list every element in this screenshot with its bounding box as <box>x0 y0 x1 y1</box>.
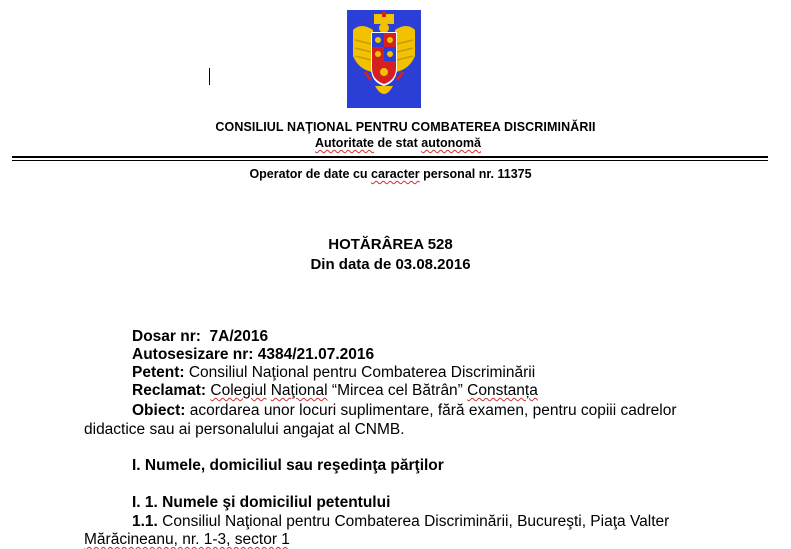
autosesizare-value: 4384/21.07.2016 <box>253 346 375 363</box>
petent-line <box>132 364 535 382</box>
dosar-value: 7A/2016 <box>200 328 269 345</box>
obiect-continuation: didactice sau ai personalului angajat al CNMB. <box>84 421 405 438</box>
operator-part3: personal nr. 11375 <box>419 167 532 181</box>
petent-label: Petent: <box>132 364 185 381</box>
text-cursor <box>209 68 210 85</box>
operator-part1: Operator de date cu <box>249 167 372 181</box>
item-number: 1.1. <box>132 513 158 530</box>
section-heading: I. Numele, domiciliul sau reşedinţa părţilor <box>132 457 444 474</box>
petent-value: Consiliul Naţional pentru Combaterea Discriminării <box>184 364 536 381</box>
reclamat-value-d: Naţional <box>270 382 328 399</box>
item-text-line1: Consiliul Naţional pentru Combaterea Discriminării, Bucureşti, Piaţa Valter <box>157 513 670 530</box>
header-divider-thin <box>12 160 768 161</box>
reclamat-value-f: Constanța <box>467 382 538 399</box>
header-divider-thick <box>12 156 768 158</box>
reclamat-value-e: “Mircea cel Bătrân” <box>327 382 468 399</box>
dosar-label: Dosar nr: <box>132 328 201 345</box>
subtitle-part1: Autoritate <box>314 136 375 150</box>
reclamat-label: Reclamat: <box>132 382 207 399</box>
operator-part2: caracter <box>371 167 420 181</box>
reclamat-value-b: Colegiul <box>210 382 267 399</box>
institution-subtitle <box>0 136 791 150</box>
obiect-line <box>132 402 677 420</box>
obiect-value-line1: acordarea unor locuri suplimentare, fără examen, pentru copiii cadrelor <box>185 402 677 419</box>
dosar-line <box>132 328 268 346</box>
obiect-label: Obiect: <box>132 402 186 419</box>
data-operator-line <box>0 167 781 181</box>
autosesizare-label: Autosesizare nr: <box>132 346 254 363</box>
autosesizare-line <box>132 346 374 364</box>
institution-name: CONSILIUL NAŢIONAL PENTRU COMBATEREA DISCRIMINĂRII <box>215 120 596 134</box>
coat-of-arms-icon <box>347 10 421 108</box>
subtitle-part3: autonomă <box>421 136 481 150</box>
subtitle-part2: de stat <box>374 136 422 150</box>
decision-date: Din data de 03.08.2016 <box>310 256 471 273</box>
decision-title: HOTĂRÂREA 528 <box>328 236 453 253</box>
item-text-line2: Mărăcineanu, nr. 1-3, sector 1 <box>84 531 290 548</box>
reclamat-line <box>132 382 538 400</box>
subsection-heading: I. 1. Numele şi domiciliul petentului <box>132 494 391 511</box>
item-text-continuation <box>84 531 290 549</box>
item-1-1 <box>132 513 669 531</box>
